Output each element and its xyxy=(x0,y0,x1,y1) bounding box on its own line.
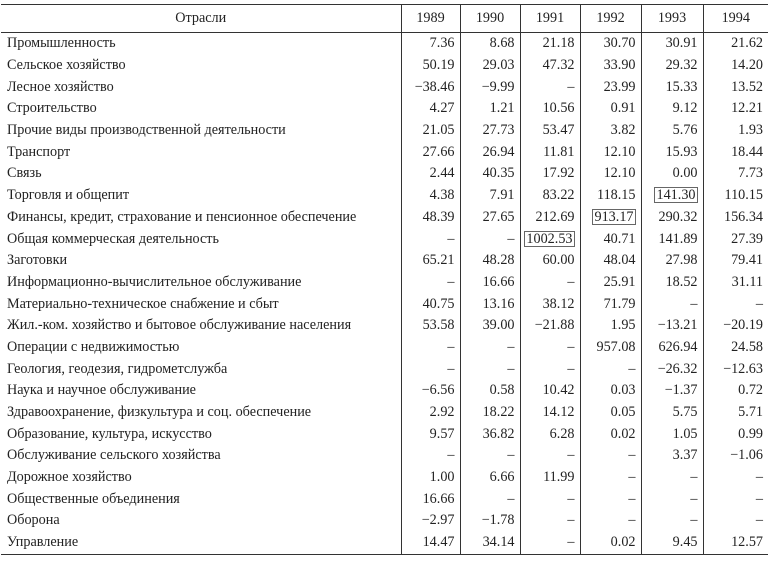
row-label: Оборона xyxy=(7,512,60,529)
row-label: Промышленность xyxy=(7,35,116,52)
industry-table xyxy=(1,4,768,555)
table-cell: 26.94 xyxy=(460,141,520,163)
table-cell: 8.68 xyxy=(460,33,520,55)
table-cell: 9.57 xyxy=(401,423,460,445)
row-label: Информационно-вычислительное обслуживание xyxy=(7,273,302,290)
table-cell: −1.78 xyxy=(460,510,520,532)
table-cell: 39.00 xyxy=(460,315,520,337)
row-label: Геология, геодезия, гидрометслужба xyxy=(7,360,228,377)
table-cell: −20.19 xyxy=(703,315,768,337)
table-row xyxy=(1,120,768,142)
table-row xyxy=(1,163,768,185)
table-cell: 27.66 xyxy=(401,141,460,163)
table-cell: – xyxy=(520,510,580,532)
header-year: 1993 xyxy=(641,5,703,33)
table-cell: −1.37 xyxy=(641,380,703,402)
table-cell: 6.66 xyxy=(460,467,520,489)
table-cell: 4.27 xyxy=(401,98,460,120)
table-cell: 7.91 xyxy=(460,185,520,207)
table-cell: −2.97 xyxy=(401,510,460,532)
table-cell: 24.58 xyxy=(703,337,768,359)
table-cell: 0.02 xyxy=(580,423,641,445)
table-cell: 5.75 xyxy=(641,402,703,424)
table-cell: 27.65 xyxy=(460,207,520,229)
table-cell: – xyxy=(401,358,460,380)
table-row xyxy=(1,423,768,445)
table-row xyxy=(1,337,768,359)
table-cell: 1.05 xyxy=(641,423,703,445)
row-label: Здравоохранение, физкультура и соц. обеспечение xyxy=(7,404,312,421)
table-cell: 0.72 xyxy=(703,380,768,402)
highlighted-value: 141.30 xyxy=(656,187,696,204)
table-cell: – xyxy=(401,272,460,294)
table-cell: 27.98 xyxy=(641,250,703,272)
table-cell: 156.34 xyxy=(703,207,768,229)
table-cell: – xyxy=(460,445,520,467)
table-cell: – xyxy=(520,272,580,294)
table-cell: 13.16 xyxy=(460,293,520,315)
table-cell: 0.91 xyxy=(580,98,641,120)
table-row xyxy=(1,488,768,510)
table-cell: – xyxy=(520,532,580,554)
table-row xyxy=(1,228,768,250)
row-label: Обслуживание сельского хозяйства xyxy=(7,447,221,464)
table-cell: – xyxy=(460,228,520,250)
table-cell: – xyxy=(641,510,703,532)
table-cell: −9.99 xyxy=(460,76,520,98)
table-cell: 0.03 xyxy=(580,380,641,402)
table-cell: – xyxy=(401,445,460,467)
table-cell: 212.69 xyxy=(520,207,580,229)
table-cell: – xyxy=(460,358,520,380)
table-cell: 29.32 xyxy=(641,55,703,77)
table-cell: 23.99 xyxy=(580,76,641,98)
table-cell: 18.52 xyxy=(641,272,703,294)
table-cell: 53.47 xyxy=(520,120,580,142)
table-cell: 957.08 xyxy=(580,337,641,359)
table-cell: 0.99 xyxy=(703,423,768,445)
table-cell: – xyxy=(520,337,580,359)
table-cell: 83.22 xyxy=(520,185,580,207)
table-cell: 15.93 xyxy=(641,141,703,163)
table-cell: −12.63 xyxy=(703,358,768,380)
table-cell: 21.18 xyxy=(520,33,580,55)
table-cell: 12.21 xyxy=(703,98,768,120)
table-cell: – xyxy=(520,488,580,510)
table-cell: – xyxy=(520,76,580,98)
table-cell: 3.82 xyxy=(580,120,641,142)
table-cell: 5.71 xyxy=(703,402,768,424)
table-cell: – xyxy=(460,488,520,510)
row-label: Транспорт xyxy=(7,143,71,160)
table-cell: 21.62 xyxy=(703,33,768,55)
table-cell: 16.66 xyxy=(401,488,460,510)
row-label: Торговля и общепит xyxy=(7,187,130,204)
table-cell: – xyxy=(703,467,768,489)
table-cell: – xyxy=(703,293,768,315)
row-label: Общая коммерческая деятельность xyxy=(7,230,219,247)
table-cell: 79.41 xyxy=(703,250,768,272)
table-row xyxy=(1,293,768,315)
table-cell: – xyxy=(520,358,580,380)
table-row xyxy=(1,33,768,55)
table-cell: – xyxy=(641,467,703,489)
row-label: Общественные объединения xyxy=(7,490,180,507)
row-label: Управление xyxy=(1,532,401,554)
table-cell: 626.94 xyxy=(641,337,703,359)
table-cell: 36.82 xyxy=(460,423,520,445)
table-cell: 40.71 xyxy=(580,228,641,250)
table-cell: 50.19 xyxy=(401,55,460,77)
table-container xyxy=(0,4,770,555)
table-cell xyxy=(580,207,641,229)
header-industry: Отрасли xyxy=(1,5,401,33)
table-cell: 48.04 xyxy=(580,250,641,272)
table-cell: 29.03 xyxy=(460,55,520,77)
row-label: Заготовки xyxy=(7,252,68,269)
table-row xyxy=(1,467,768,489)
table-cell: – xyxy=(580,488,641,510)
table-cell: 25.91 xyxy=(580,272,641,294)
row-label: Дорожное хозяйство xyxy=(7,469,132,486)
table-row xyxy=(1,185,768,207)
table-cell: – xyxy=(520,445,580,467)
table-cell: 34.14 xyxy=(460,532,520,554)
table-row xyxy=(1,272,768,294)
table-cell: 1.21 xyxy=(460,98,520,120)
table-cell: 0.58 xyxy=(460,380,520,402)
table-cell: 14.47 xyxy=(401,532,460,554)
table-row xyxy=(1,98,768,120)
table-header-row xyxy=(1,5,768,33)
table-cell: 18.22 xyxy=(460,402,520,424)
table-cell: – xyxy=(401,228,460,250)
table-cell: – xyxy=(703,510,768,532)
table-row xyxy=(1,445,768,467)
row-label: Сельское хозяйство xyxy=(7,57,126,74)
table-cell: 38.12 xyxy=(520,293,580,315)
table-cell: 14.12 xyxy=(520,402,580,424)
table-cell: – xyxy=(580,445,641,467)
header-year: 1991 xyxy=(520,5,580,33)
table-cell: 53.58 xyxy=(401,315,460,337)
table-cell: 118.15 xyxy=(580,185,641,207)
table-cell: 60.00 xyxy=(520,250,580,272)
table-row xyxy=(1,358,768,380)
table-cell: 7.36 xyxy=(401,33,460,55)
table-cell: 17.92 xyxy=(520,163,580,185)
table-cell: 11.99 xyxy=(520,467,580,489)
table-row xyxy=(1,315,768,337)
table-cell: 9.45 xyxy=(641,532,703,554)
row-label: Строительство xyxy=(7,100,97,117)
table-cell: 9.12 xyxy=(641,98,703,120)
table-cell: 18.44 xyxy=(703,141,768,163)
table-cell: 1.95 xyxy=(580,315,641,337)
row-label: Материально-техническое снабжение и сбыт xyxy=(7,295,279,312)
row-label: Прочие виды производственной деятельности xyxy=(7,122,286,139)
header-year: 1992 xyxy=(580,5,641,33)
table-cell: 40.75 xyxy=(401,293,460,315)
highlighted-value: 1002.53 xyxy=(526,230,573,247)
table-cell: 21.05 xyxy=(401,120,460,142)
table-cell: 6.28 xyxy=(520,423,580,445)
table-cell: 110.15 xyxy=(703,185,768,207)
table-cell: 30.91 xyxy=(641,33,703,55)
table-cell: 65.21 xyxy=(401,250,460,272)
table-row xyxy=(1,141,768,163)
row-label: Лесное хозяйство xyxy=(7,78,114,95)
table-cell: 12.57 xyxy=(703,532,768,554)
row-label: Операции с недвижимостью xyxy=(7,338,180,355)
highlighted-value: 913.17 xyxy=(594,208,634,225)
table-cell: 11.81 xyxy=(520,141,580,163)
table-cell: 141.89 xyxy=(641,228,703,250)
row-label: Финансы, кредит, страхование и пенсионное обеспечение xyxy=(7,208,357,225)
table-cell: −13.21 xyxy=(641,315,703,337)
table-cell: 40.35 xyxy=(460,163,520,185)
table-cell: 0.00 xyxy=(641,163,703,185)
table-cell: 16.66 xyxy=(460,272,520,294)
table-cell: 2.92 xyxy=(401,402,460,424)
table-cell: 0.05 xyxy=(580,402,641,424)
table-cell: 1.00 xyxy=(401,467,460,489)
table-cell: −21.88 xyxy=(520,315,580,337)
table-cell: – xyxy=(580,358,641,380)
table-row xyxy=(1,76,768,98)
row-label: Жил.-ком. хозяйство и бытовое обслуживание населения xyxy=(7,317,352,334)
table-cell: 14.20 xyxy=(703,55,768,77)
table-cell: 4.38 xyxy=(401,185,460,207)
table-cell: 0.02 xyxy=(580,532,641,554)
table-cell xyxy=(641,185,703,207)
table-row xyxy=(1,510,768,532)
table-cell: 290.32 xyxy=(641,207,703,229)
table-row xyxy=(1,250,768,272)
table-cell: 3.37 xyxy=(641,445,703,467)
table-cell: −6.56 xyxy=(401,380,460,402)
table-cell: – xyxy=(580,510,641,532)
table-cell: – xyxy=(641,488,703,510)
table-cell: 12.10 xyxy=(580,163,641,185)
table-cell: 12.10 xyxy=(580,141,641,163)
table-cell: 31.11 xyxy=(703,272,768,294)
table-cell: 5.76 xyxy=(641,120,703,142)
table-cell: 30.70 xyxy=(580,33,641,55)
table-cell: −26.32 xyxy=(641,358,703,380)
table-cell: 33.90 xyxy=(580,55,641,77)
table-cell: – xyxy=(460,337,520,359)
table-cell: – xyxy=(703,488,768,510)
table-cell: 48.28 xyxy=(460,250,520,272)
header-year: 1990 xyxy=(460,5,520,33)
header-year: 1989 xyxy=(401,5,460,33)
table-cell: 2.44 xyxy=(401,163,460,185)
table-row xyxy=(1,55,768,77)
table-cell: 1.93 xyxy=(703,120,768,142)
table-cell: 10.56 xyxy=(520,98,580,120)
table-cell: 7.73 xyxy=(703,163,768,185)
table-row xyxy=(1,532,768,554)
table-cell: 27.39 xyxy=(703,228,768,250)
table-cell: 48.39 xyxy=(401,207,460,229)
table-cell: 27.73 xyxy=(460,120,520,142)
header-year: 1994 xyxy=(703,5,768,33)
row-label: Наука и научное обслуживание xyxy=(7,382,196,399)
table-row xyxy=(1,380,768,402)
row-label: Образование, культура, искусство xyxy=(7,425,212,442)
table-cell: – xyxy=(580,467,641,489)
table-cell: – xyxy=(401,337,460,359)
table-cell: −38.46 xyxy=(401,76,460,98)
table-cell: 71.79 xyxy=(580,293,641,315)
table-row xyxy=(1,402,768,424)
table-cell xyxy=(520,228,580,250)
table-cell: −1.06 xyxy=(703,445,768,467)
table-cell: 13.52 xyxy=(703,76,768,98)
table-cell: 15.33 xyxy=(641,76,703,98)
table-row xyxy=(1,207,768,229)
table-cell: 10.42 xyxy=(520,380,580,402)
table-cell: – xyxy=(641,293,703,315)
row-label: Связь xyxy=(7,165,42,182)
table-cell: 47.32 xyxy=(520,55,580,77)
